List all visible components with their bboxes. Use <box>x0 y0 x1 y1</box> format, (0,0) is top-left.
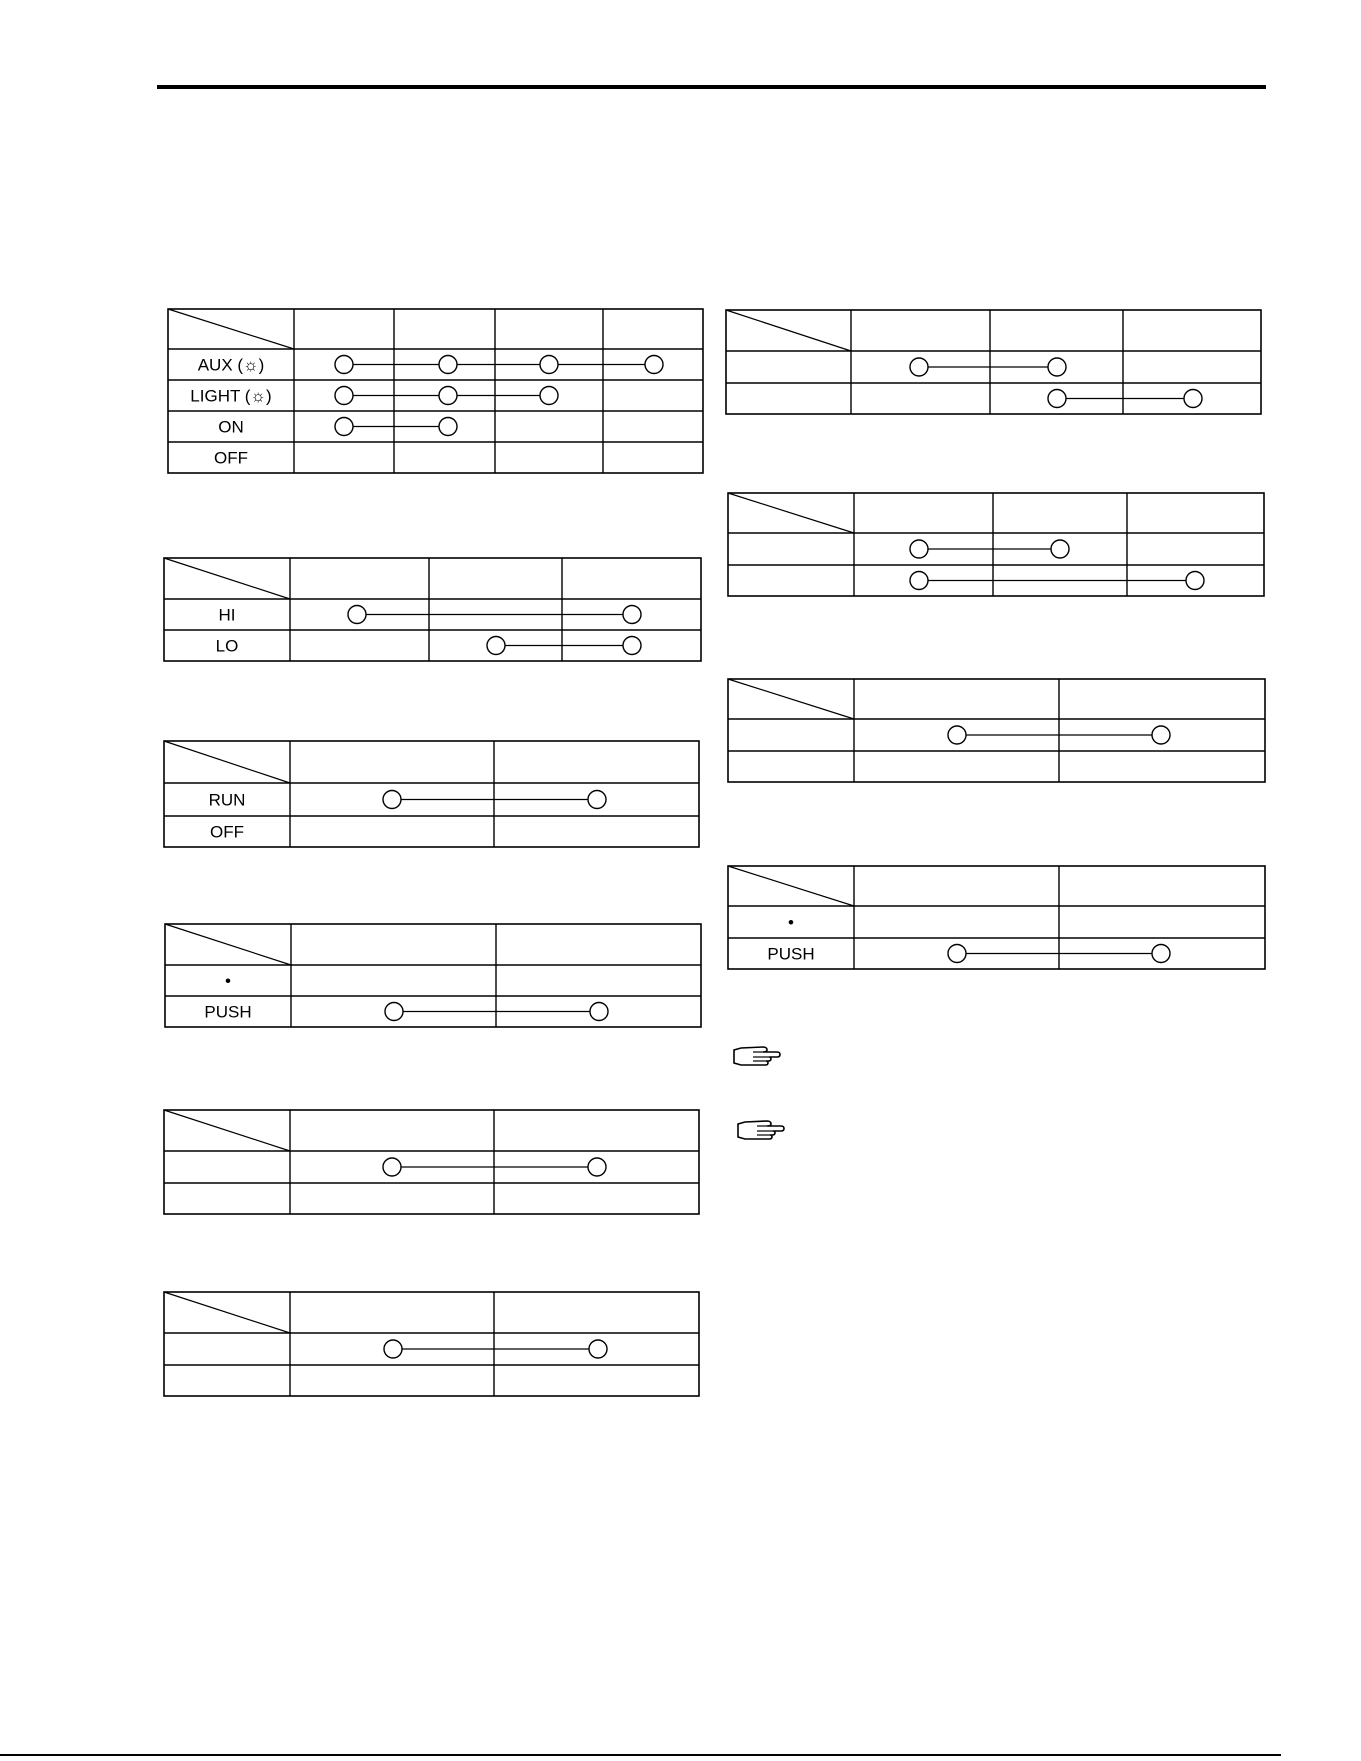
switch-table-4 <box>164 923 702 1028</box>
row-label: • <box>225 971 231 991</box>
contact-circle <box>948 945 966 963</box>
header-diagonal <box>728 866 854 906</box>
contact-circle <box>588 1158 606 1176</box>
contact-circle <box>439 387 457 405</box>
table-frame <box>728 679 1265 782</box>
switch-table-grid <box>727 678 1266 783</box>
contact-circle <box>1152 945 1170 963</box>
row-label: OFF <box>214 448 248 468</box>
header-diagonal <box>164 741 290 783</box>
header-diagonal <box>164 1292 290 1333</box>
row-label: RUN <box>208 790 246 810</box>
switch-table-grid <box>163 557 702 662</box>
pointing-hand-icon <box>733 1044 781 1071</box>
pointing-hand-icon <box>737 1118 785 1145</box>
switch-table-10 <box>727 865 1266 970</box>
contact-circle <box>910 572 928 590</box>
switch-table-7 <box>725 309 1262 415</box>
contact-circle <box>383 1158 401 1176</box>
header-diagonal <box>726 310 851 351</box>
contact-circle <box>590 1003 608 1021</box>
contact-circle <box>383 791 401 809</box>
contact-circle <box>540 387 558 405</box>
contact-circle <box>335 387 353 405</box>
row-label: HI <box>218 605 236 625</box>
header-diagonal <box>164 558 290 599</box>
contact-circle <box>1051 540 1069 558</box>
switch-table-grid <box>163 1291 700 1397</box>
row-label: LIGHT (☼) <box>190 386 272 406</box>
contact-circle <box>645 356 663 374</box>
switch-table-grid <box>727 865 1266 970</box>
header-diagonal <box>728 679 854 719</box>
switch-table-grid <box>167 308 704 474</box>
contact-circle <box>1048 358 1066 376</box>
contact-circle <box>487 637 505 655</box>
switch-table-grid <box>727 492 1265 597</box>
top-rule <box>157 85 1266 89</box>
row-label: PUSH <box>767 944 815 964</box>
table-frame <box>164 1292 699 1396</box>
switch-table-6 <box>163 1291 700 1397</box>
contact-circle <box>439 418 457 436</box>
header-diagonal <box>165 924 291 965</box>
contact-circle <box>335 418 353 436</box>
row-label: AUX (☼) <box>197 355 265 375</box>
switch-table-8 <box>727 492 1265 597</box>
switch-table-grid <box>163 740 700 848</box>
contact-circle <box>948 726 966 744</box>
switch-table-9 <box>727 678 1266 783</box>
row-label: ON <box>218 417 244 437</box>
contact-circle <box>348 606 366 624</box>
contact-circle <box>589 1340 607 1358</box>
switch-table-2 <box>163 557 702 662</box>
contact-circle <box>385 1003 403 1021</box>
contact-circle <box>540 356 558 374</box>
switch-table-grid <box>163 1109 700 1215</box>
switch-table-5 <box>163 1109 700 1215</box>
row-label: OFF <box>210 822 244 842</box>
contact-circle <box>439 356 457 374</box>
contact-circle <box>623 637 641 655</box>
contact-circle <box>910 540 928 558</box>
switch-table-1 <box>167 308 704 474</box>
contact-circle <box>1152 726 1170 744</box>
row-label: • <box>788 913 794 932</box>
contact-circle <box>588 791 606 809</box>
contact-circle <box>623 606 641 624</box>
switch-table-grid <box>164 923 702 1028</box>
switch-table-3 <box>163 740 700 848</box>
header-diagonal <box>164 1110 290 1151</box>
row-label: PUSH <box>204 1002 252 1022</box>
contact-circle <box>1186 572 1204 590</box>
contact-circle <box>910 358 928 376</box>
contact-circle <box>384 1340 402 1358</box>
header-diagonal <box>168 309 294 349</box>
contact-circle <box>1184 390 1202 408</box>
contact-circle <box>1048 390 1066 408</box>
row-label: LO <box>215 636 239 656</box>
table-frame <box>164 1110 699 1214</box>
contact-circle <box>335 356 353 374</box>
switch-table-grid <box>725 309 1262 415</box>
header-diagonal <box>728 493 854 533</box>
bottom-rule <box>0 1754 1281 1756</box>
